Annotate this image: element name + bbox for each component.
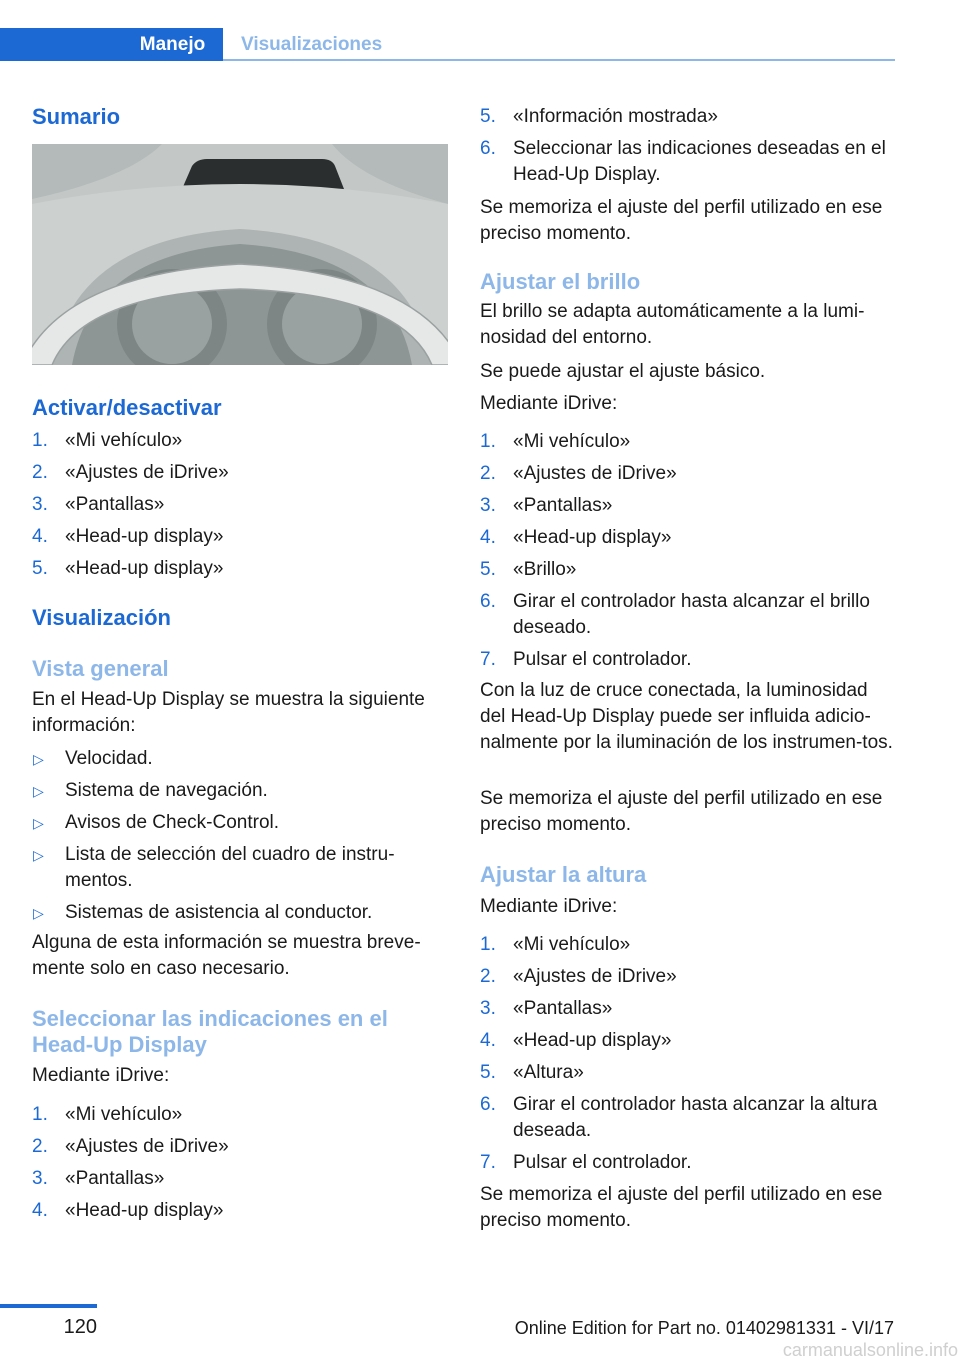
brillo-text-3: Mediante iDrive: — [480, 393, 618, 414]
seleccionar-intro: Mediante iDrive: — [32, 1065, 170, 1086]
cont-note: Se memoriza el ajuste del perfil utilizado en ese preciso momento. — [480, 197, 883, 244]
brillo-text-2: Se puede ajustar el ajuste básico. — [480, 361, 766, 382]
vista-note: Alguna de esta información se muestra breve-mente solo en caso necesario. — [32, 932, 421, 979]
list-item: 6. Girar el controlador hasta alcanzar la altura deseada. — [480, 1094, 878, 1141]
list-item: 5. «Información mostrada» — [480, 106, 718, 127]
head-up-display-illustration — [32, 144, 448, 365]
list-item: 2. «Ajustes de iDrive» — [32, 1136, 229, 1157]
list-item: 5. «Brillo» — [480, 559, 577, 580]
list-item: 3. «Pantallas» — [480, 998, 613, 1019]
list-item: 7. Pulsar el controlador. — [480, 649, 692, 670]
brillo-heading: Ajustar el brillo — [480, 269, 641, 294]
list-item: 4. «Head-up display» — [32, 1200, 224, 1221]
section-tab[interactable]: Manejo — [122, 28, 223, 61]
header-divider — [223, 59, 895, 61]
list-item: 1. «Mi vehículo» — [480, 431, 631, 452]
altura-heading: Ajustar la altura — [480, 862, 647, 887]
list-item: 7. Pulsar el controlador. — [480, 1152, 692, 1173]
list-item: 2. «Ajustes de iDrive» — [480, 966, 677, 987]
vista-general-heading: Vista general — [32, 656, 169, 681]
bullet-triangle-icon: ▷ — [33, 847, 44, 863]
list-item: 1. «Mi vehículo» — [32, 1104, 183, 1125]
seleccionar-heading: Seleccionar las indicaciones en el Head-Up Display — [32, 1006, 388, 1057]
breadcrumb[interactable]: Visualizaciones — [241, 34, 383, 55]
list-item: 5. «Altura» — [480, 1062, 584, 1083]
brillo-text-1: El brillo se adapta automáticamente a la lumi-nosidad del entorno. — [480, 301, 865, 348]
list-item: 3. «Pantallas» — [480, 495, 613, 516]
list-item: 4. «Head-up display» — [480, 527, 672, 548]
brillo-steps — [480, 429, 895, 673]
list-item: 4. «Head-up display» — [480, 1030, 672, 1051]
list-item: 1. «Mi vehículo» — [480, 934, 631, 955]
page-number: 120 — [63, 1316, 97, 1338]
visualizacion-heading: Visualización — [32, 605, 171, 630]
list-item: 6. Seleccionar las indicaciones deseadas en el Head-Up Display. — [480, 138, 886, 185]
sumario-heading: Sumario — [32, 104, 121, 129]
list-item: ▷ Velocidad. — [32, 746, 447, 772]
altura-note: Se memoriza el ajuste del perfil utilizado en ese preciso momento. — [480, 1184, 883, 1231]
list-item: ▷ Sistema de navegación. — [32, 778, 447, 804]
list-item: ▷ Avisos de Check-Control. — [32, 810, 447, 836]
list-item: 4. «Head-up display» — [32, 526, 224, 547]
footer-accent-bar — [0, 1304, 97, 1308]
bullet-triangle-icon: ▷ — [33, 905, 44, 921]
bullet-triangle-icon: ▷ — [33, 783, 44, 799]
watermark: carmanualsonline.info — [782, 1340, 958, 1360]
altura-steps — [480, 932, 895, 1176]
list-item: 3. «Pantallas» — [32, 494, 165, 515]
list-item: 2. «Ajustes de iDrive» — [32, 462, 229, 483]
seleccionar-steps — [32, 1102, 447, 1224]
altura-intro: Mediante iDrive: — [480, 896, 618, 917]
brillo-text-4: Con la luz de cruce conectada, la luminosidad del Head-Up Display puede ser influida adicio-nalmente por la iluminación de los instrumen-tos. — [480, 680, 893, 753]
list-item: 2. «Ajustes de iDrive» — [480, 463, 677, 484]
edition-note: Online Edition for Part no. 01402981331 - VI/17 — [514, 1318, 894, 1338]
cont-steps — [480, 104, 895, 188]
bullet-triangle-icon: ▷ — [33, 751, 44, 767]
brillo-text-5: Se memoriza el ajuste del perfil utilizado en ese preciso momento. — [480, 788, 883, 835]
list-item: ▷ Sistemas de asistencia al conductor. — [32, 900, 447, 926]
list-item: 3. «Pantallas» — [32, 1168, 165, 1189]
vista-intro: En el Head-Up Display se muestra la siguiente información: — [32, 689, 425, 736]
bullet-triangle-icon: ▷ — [33, 815, 44, 831]
list-item: ▷ Lista de selección del cuadro de instru-mentos. — [33, 844, 395, 891]
vista-bullets — [32, 746, 447, 926]
list-item: 1. «Mi vehículo» — [32, 430, 183, 451]
activar-steps — [32, 428, 447, 582]
list-item: 5. «Head-up display» — [32, 558, 224, 579]
activar-heading: Activar/desactivar — [32, 395, 222, 420]
header-accent-bar — [0, 28, 122, 61]
list-item: 6. Girar el controlador hasta alcanzar el brillo deseado. — [480, 591, 870, 638]
